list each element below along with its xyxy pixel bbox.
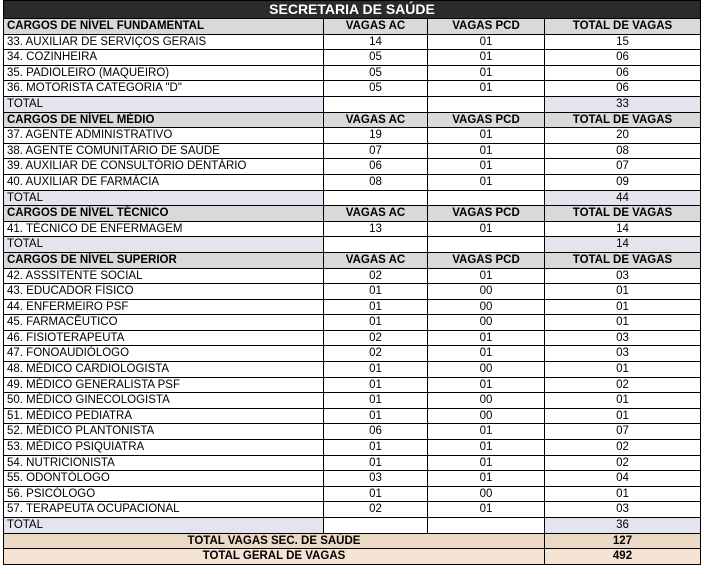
vagas-pcd-value: 01 — [428, 502, 545, 518]
section-total-row — [4, 96, 701, 112]
column-header-vagas-ac: VAGAS AC — [324, 206, 428, 222]
vagas-ac-value: 05 — [324, 81, 428, 97]
section-total-blank-pcd — [428, 237, 545, 253]
cargo-name: 43. EDUCADOR FÍSICO — [4, 284, 324, 300]
section-total-blank-pcd — [428, 190, 545, 206]
total-vagas-value: 20 — [545, 128, 701, 144]
section-total-blank-ac — [324, 190, 428, 206]
vagas-ac-value: 14 — [324, 34, 428, 50]
vagas-ac-value: 01 — [324, 315, 428, 331]
total-vagas-value: 06 — [545, 65, 701, 81]
vagas-pcd-value: 01 — [428, 440, 545, 456]
vacancy-table — [3, 0, 701, 565]
vagas-pcd-value: 01 — [428, 471, 545, 487]
table-row — [4, 377, 701, 393]
total-vagas-value: 14 — [545, 221, 701, 237]
cargo-name: 50. MÉDICO GINECOLOGISTA — [4, 393, 324, 409]
section-total-value: 44 — [545, 190, 701, 206]
section-total-blank-ac — [324, 237, 428, 253]
cargo-name: 48. MÉDICO CARDIOLOGISTA — [4, 362, 324, 378]
total-vagas-value: 03 — [545, 502, 701, 518]
table-row — [4, 81, 701, 97]
cargo-name: 54. NUTRICIONISTA — [4, 455, 324, 471]
vagas-pcd-value: 01 — [428, 346, 545, 362]
table-row — [4, 268, 701, 284]
vagas-ac-value: 01 — [324, 377, 428, 393]
vagas-ac-value: 06 — [324, 159, 428, 175]
total-geral-value: 492 — [545, 549, 701, 565]
vagas-ac-value: 02 — [324, 330, 428, 346]
cargo-name: 49. MÉDICO GENERALISTA PSF — [4, 377, 324, 393]
vagas-pcd-value: 00 — [428, 284, 545, 300]
vagas-ac-value: 01 — [324, 455, 428, 471]
cargo-name: 52. MÉDICO PLANTONISTA — [4, 424, 324, 440]
section-total-blank-ac — [324, 96, 428, 112]
table-row — [4, 330, 701, 346]
table-row — [4, 34, 701, 50]
vagas-pcd-value: 01 — [428, 377, 545, 393]
table-row — [4, 128, 701, 144]
vagas-ac-value: 02 — [324, 346, 428, 362]
vagas-pcd-value: 00 — [428, 393, 545, 409]
table-row — [4, 455, 701, 471]
vagas-pcd-value: 01 — [428, 174, 545, 190]
cargo-name: 56. PSICÓLOGO — [4, 486, 324, 502]
column-header-vagas-ac: VAGAS AC — [324, 112, 428, 128]
table-row — [4, 284, 701, 300]
vagas-pcd-value: 01 — [428, 455, 545, 471]
table-row — [4, 486, 701, 502]
section-total-value: 33 — [545, 96, 701, 112]
vagas-ac-value: 01 — [324, 408, 428, 424]
cargo-name: 45. FARMACÊUTICO — [4, 315, 324, 331]
section-total-blank-ac — [324, 518, 428, 534]
table-title-row — [4, 1, 701, 19]
vagas-ac-value: 03 — [324, 471, 428, 487]
section-header-row — [4, 252, 701, 268]
vagas-pcd-value: 01 — [428, 81, 545, 97]
section-total-blank-pcd — [428, 96, 545, 112]
total-vagas-value: 01 — [545, 315, 701, 331]
column-header-vagas-ac: VAGAS AC — [324, 19, 428, 35]
section-total-label: TOTAL — [4, 518, 324, 534]
vagas-ac-value: 01 — [324, 362, 428, 378]
table-title: SECRETARIA DE SAÚDE — [4, 1, 701, 19]
vagas-pcd-value: 00 — [428, 486, 545, 502]
column-header-vagas-pcd: VAGAS PCD — [428, 206, 545, 222]
vagas-pcd-value: 01 — [428, 65, 545, 81]
vagas-pcd-value: 01 — [428, 143, 545, 159]
table-row — [4, 502, 701, 518]
cargo-name: 41. TÉCNICO DE ENFERMAGEM — [4, 221, 324, 237]
column-header-vagas-ac: VAGAS AC — [324, 252, 428, 268]
total-vagas-value: 09 — [545, 174, 701, 190]
vagas-ac-value: 02 — [324, 268, 428, 284]
table-row — [4, 424, 701, 440]
section-title: CARGOS DE NÍVEL MÉDIO — [4, 112, 324, 128]
section-header-row — [4, 19, 701, 35]
total-vagas-value: 02 — [545, 455, 701, 471]
vagas-pcd-value: 01 — [428, 268, 545, 284]
total-vagas-value: 03 — [545, 346, 701, 362]
cargo-name: 46. FISIOTERAPEUTA — [4, 330, 324, 346]
total-vagas-value: 06 — [545, 50, 701, 66]
table-row — [4, 50, 701, 66]
section-total-row — [4, 190, 701, 206]
total-vagas-value: 02 — [545, 377, 701, 393]
total-vagas-value: 02 — [545, 440, 701, 456]
total-vagas-value: 03 — [545, 268, 701, 284]
column-header-total-vagas: TOTAL DE VAGAS — [545, 252, 701, 268]
table-row — [4, 143, 701, 159]
total-vagas-value: 01 — [545, 284, 701, 300]
vagas-pcd-value: 01 — [428, 34, 545, 50]
table-row — [4, 299, 701, 315]
total-vagas-value: 15 — [545, 34, 701, 50]
vagas-pcd-value: 00 — [428, 362, 545, 378]
column-header-total-vagas: TOTAL DE VAGAS — [545, 206, 701, 222]
vagas-pcd-value: 01 — [428, 128, 545, 144]
section-title: CARGOS DE NÍVEL TÉCNICO — [4, 206, 324, 222]
cargo-name: 44. ENFERMEIRO PSF — [4, 299, 324, 315]
vacancy-table-container — [3, 0, 700, 565]
cargo-name: 40. AUXILIAR DE FARMÁCIA — [4, 174, 324, 190]
section-total-row — [4, 518, 701, 534]
vagas-ac-value: 01 — [324, 393, 428, 409]
vagas-pcd-value: 01 — [428, 221, 545, 237]
vagas-ac-value: 05 — [324, 50, 428, 66]
section-title: CARGOS DE NÍVEL SUPERIOR — [4, 252, 324, 268]
cargo-name: 35. PADIOLEIRO (MAQUEIRO) — [4, 65, 324, 81]
total-vagas-value: 01 — [545, 393, 701, 409]
vagas-ac-value: 05 — [324, 65, 428, 81]
table-row — [4, 440, 701, 456]
section-total-label: TOTAL — [4, 237, 324, 253]
total-sec-saude-row — [4, 533, 701, 549]
vagas-pcd-value: 00 — [428, 299, 545, 315]
cargo-name: 39. AUXILIAR DE CONSULTÓRIO DENTÁRIO — [4, 159, 324, 175]
vagas-ac-value: 06 — [324, 424, 428, 440]
vagas-ac-value: 02 — [324, 502, 428, 518]
vagas-ac-value: 01 — [324, 284, 428, 300]
column-header-total-vagas: TOTAL DE VAGAS — [545, 112, 701, 128]
table-row — [4, 221, 701, 237]
vagas-ac-value: 13 — [324, 221, 428, 237]
vagas-pcd-value: 00 — [428, 315, 545, 331]
table-row — [4, 315, 701, 331]
section-title: CARGOS DE NÍVEL FUNDAMENTAL — [4, 19, 324, 35]
total-vagas-value: 01 — [545, 362, 701, 378]
table-row — [4, 174, 701, 190]
vagas-pcd-value: 01 — [428, 424, 545, 440]
total-geral-label: TOTAL GERAL DE VAGAS — [4, 549, 545, 565]
cargo-name: 53. MÉDICO PSIQUIATRA — [4, 440, 324, 456]
cargo-name: 55. ODONTÓLOGO — [4, 471, 324, 487]
total-vagas-value: 03 — [545, 330, 701, 346]
cargo-name: 57. TERAPEUTA OCUPACIONAL — [4, 502, 324, 518]
vagas-ac-value: 08 — [324, 174, 428, 190]
total-sec-saude-value: 127 — [545, 533, 701, 549]
total-vagas-value: 06 — [545, 81, 701, 97]
section-total-blank-pcd — [428, 518, 545, 534]
cargo-name: 47. FONOAUDIÓLOGO — [4, 346, 324, 362]
vagas-ac-value: 01 — [324, 486, 428, 502]
column-header-vagas-pcd: VAGAS PCD — [428, 112, 545, 128]
section-total-value: 14 — [545, 237, 701, 253]
table-row — [4, 471, 701, 487]
total-vagas-value: 01 — [545, 408, 701, 424]
table-row — [4, 393, 701, 409]
table-row — [4, 408, 701, 424]
column-header-vagas-pcd: VAGAS PCD — [428, 19, 545, 35]
section-total-label: TOTAL — [4, 190, 324, 206]
table-row — [4, 346, 701, 362]
total-vagas-value: 01 — [545, 486, 701, 502]
section-header-row — [4, 206, 701, 222]
vagas-pcd-value: 01 — [428, 50, 545, 66]
cargo-name: 37. AGENTE ADMINISTRATIVO — [4, 128, 324, 144]
table-row — [4, 362, 701, 378]
column-header-vagas-pcd: VAGAS PCD — [428, 252, 545, 268]
total-vagas-value: 07 — [545, 159, 701, 175]
total-vagas-value: 08 — [545, 143, 701, 159]
section-total-row — [4, 237, 701, 253]
cargo-name: 42. ASSSITENTE SOCIAL — [4, 268, 324, 284]
vagas-pcd-value: 00 — [428, 408, 545, 424]
cargo-name: 51. MÉDICO PEDIATRA — [4, 408, 324, 424]
cargo-name: 33. AUXILIAR DE SERVIÇOS GERAIS — [4, 34, 324, 50]
column-header-total-vagas: TOTAL DE VAGAS — [545, 19, 701, 35]
vagas-pcd-value: 01 — [428, 330, 545, 346]
cargo-name: 36. MOTORISTA CATEGORIA "D" — [4, 81, 324, 97]
cargo-name: 38. AGENTE COMUNITÁRIO DE SAÚDE — [4, 143, 324, 159]
total-geral-row — [4, 549, 701, 565]
section-total-label: TOTAL — [4, 96, 324, 112]
cargo-name: 34. COZINHEIRA — [4, 50, 324, 66]
vagas-pcd-value: 01 — [428, 159, 545, 175]
vagas-ac-value: 07 — [324, 143, 428, 159]
table-row — [4, 65, 701, 81]
table-row — [4, 159, 701, 175]
total-vagas-value: 01 — [545, 299, 701, 315]
section-total-value: 36 — [545, 518, 701, 534]
total-vagas-value: 07 — [545, 424, 701, 440]
vagas-ac-value: 01 — [324, 299, 428, 315]
section-header-row — [4, 112, 701, 128]
total-vagas-value: 04 — [545, 471, 701, 487]
vagas-ac-value: 01 — [324, 440, 428, 456]
total-sec-saude-label: TOTAL VAGAS SEC. DE SAÚDE — [4, 533, 545, 549]
vagas-ac-value: 19 — [324, 128, 428, 144]
